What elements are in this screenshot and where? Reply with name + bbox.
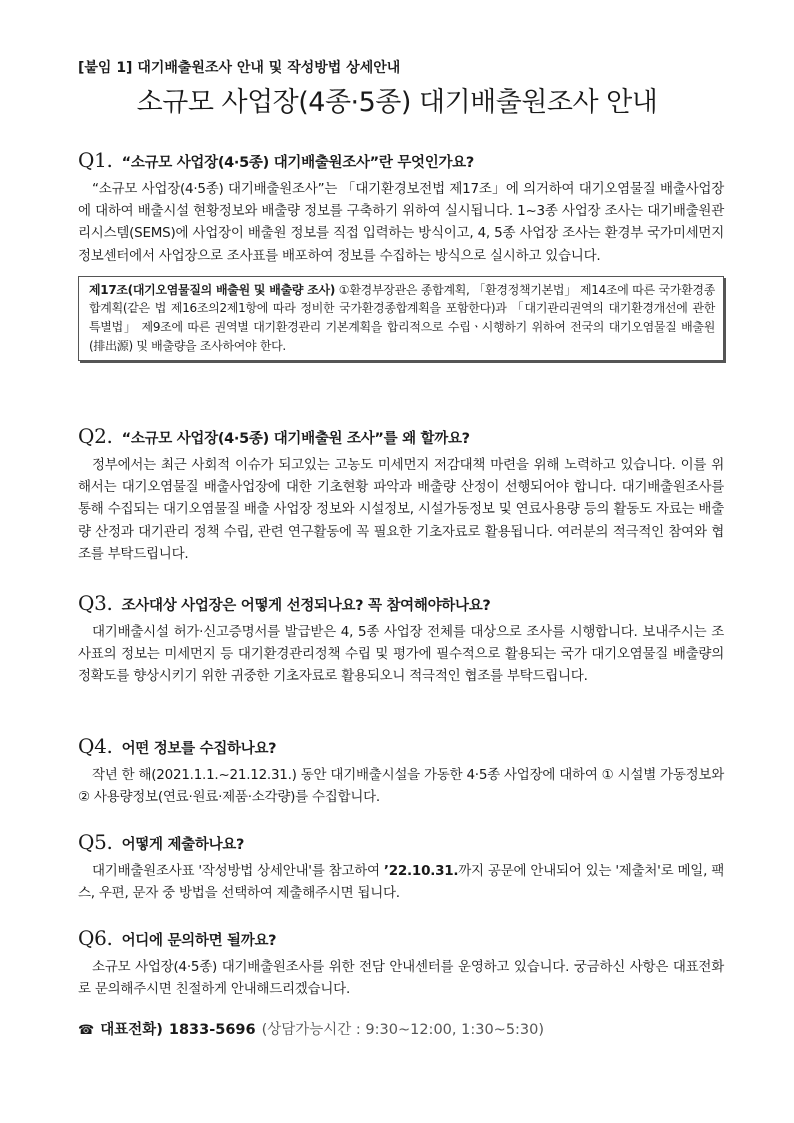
- question-number: Q3.: [78, 591, 113, 615]
- answer-text: 작년 한 해(2021.1.1.~21.12.31.) 동안 대기배출시설을 가동한 4·5종 사업장에 대하여 ① 시설별 가동정보와 ② 사용량정보(연료·원료·제품·소각량)를 수집합니다.: [78, 767, 724, 806]
- question-title: 어떻게 제출하나요?: [121, 837, 245, 853]
- question-number: Q1.: [78, 148, 113, 172]
- answer-text-pre: 대기배출원조사표 '작성방법 상세안내'를 참고하여: [92, 863, 384, 879]
- law-excerpt-box: [78, 276, 724, 361]
- answer-text-post: 까지 공문에 안내되어 있는 '제출처'로 메일, 팩스, 우편, 문자 중 방법을 선택하여 제출해주시면 됩니다.: [78, 863, 724, 902]
- question-title: “소규모 사업장(4·5종) 대기배출원 조사”를 왜 할까요?: [121, 431, 470, 447]
- question-title: 어디에 문의하면 될까요?: [121, 933, 277, 949]
- faq-q5: [78, 830, 724, 904]
- phone-icon: ☎: [78, 1023, 95, 1038]
- law-article-title: 제17조(대기오염물질의 배출원 및 배출량 조사): [89, 282, 336, 297]
- page-title: 소규모 사업장(4종·5종) 대기배출원조사 안내: [136, 87, 658, 118]
- contact-line: [78, 1018, 544, 1039]
- question-number: Q6.: [78, 926, 113, 950]
- answer-text: [78, 860, 724, 904]
- question-number: Q2.: [78, 424, 113, 448]
- faq-q3: [78, 591, 724, 688]
- attachment-label: [붙임 1] 대기배출원조사 안내 및 작성방법 상세안내: [78, 60, 401, 76]
- question-title: “소규모 사업장(4·5종) 대기배출원조사”란 무엇인가요?: [121, 155, 474, 171]
- contact-hours: (상담가능시간 : 9:30~12:00, 1:30~5:30): [261, 1022, 545, 1038]
- contact-phone-number: 1833-5696: [168, 1022, 256, 1038]
- question-title: 어떤 정보를 수집하나요?: [121, 741, 277, 757]
- answer-text: 정부에서는 최근 사회적 이슈가 되고있는 고농도 미세먼지 저감대책 마련을 위해 노력하고 있습니다. 이를 위해서는 대기오염물질 배출사업장에 대한 기초현황 파악과 배출량 산정이 선행되어야 합니다. 대기배출원조사를 통해 수집되는 대기오염물질 배출 사업장 정보와 시설정보, 시설가동정보 및 연료사용량 등의 활동도 자료는 배출량 산정과 대기관리 정책 수립, 관련 연구활동에 꼭 필요한 기초자료로 활용됩니다. 여러분의 적극적인 참여와 협조를 부탁드립니다.: [78, 457, 724, 562]
- answer-text: 소규모 사업장(4·5종) 대기배출원조사를 위한 전담 안내센터를 운영하고 있습니다. 궁금하신 사항은 대표전화로 문의해주시면 친절하게 안내해드리겠습니다.: [78, 959, 724, 998]
- law-article-body: ①환경부장관은 종합계획, 「환경정책기본법」 제14조에 따른 국가환경종합계획(같은 법 제16조의2제1항에 따라 정비한 국가환경종합계획을 포함한다)과 「대기관리권역의 대기환경개선에 관한 특별법」 제9조에 따른 권역별 대기환경관리 기본계획을 합리적으로 수립ㆍ시행하기 위하여 전국의 대기오염물질 배출원(排出源) 및 배출량을 조사하여야 한다.: [89, 282, 715, 353]
- faq-q6: [78, 926, 724, 1000]
- faq-q2: [78, 424, 724, 565]
- question-number: Q5.: [78, 830, 113, 854]
- contact-label: 대표전화): [100, 1022, 163, 1038]
- deadline-date: ’22.10.31.: [383, 863, 459, 879]
- faq-q1: [78, 148, 724, 361]
- answer-text: 대기배출시설 허가·신고증명서를 발급받은 4, 5종 사업장 전체를 대상으로 조사를 시행합니다. 보내주시는 조사표의 정보는 미세먼지 등 대기환경관리정책 수립 및 평가에 필수적으로 활용되는 국가 대기오염물질 배출량의 정확도를 향상시키기 위한 귀중한 기초자료로 활용되오니 적극적인 협조를 부탁드립니다.: [78, 624, 724, 685]
- answer-text: “소규모 사업장(4·5종) 대기배출원조사”는 「대기환경보전법 제17조」에 의거하여 대기오염물질 배출사업장에 대하여 배출시설 현황정보와 배출량 정보를 구축하기 위하여 실시됩니다. 1~3종 사업장 조사는 대기배출원관리시스템(SEMS)에 사업장이 배출원 정보를 직접 입력하는 방식이고, 4, 5종 사업장 조사는 환경부 국가미세먼지정보센터에서 사업장으로 조사표를 배포하여 정보를 수집하는 방식으로 실시하고 있습니다.: [78, 181, 724, 264]
- faq-q4: [78, 734, 724, 808]
- question-title: 조사대상 사업장은 어떻게 선정되나요? 꼭 참여해야하나요?: [121, 598, 491, 614]
- question-number: Q4.: [78, 734, 113, 758]
